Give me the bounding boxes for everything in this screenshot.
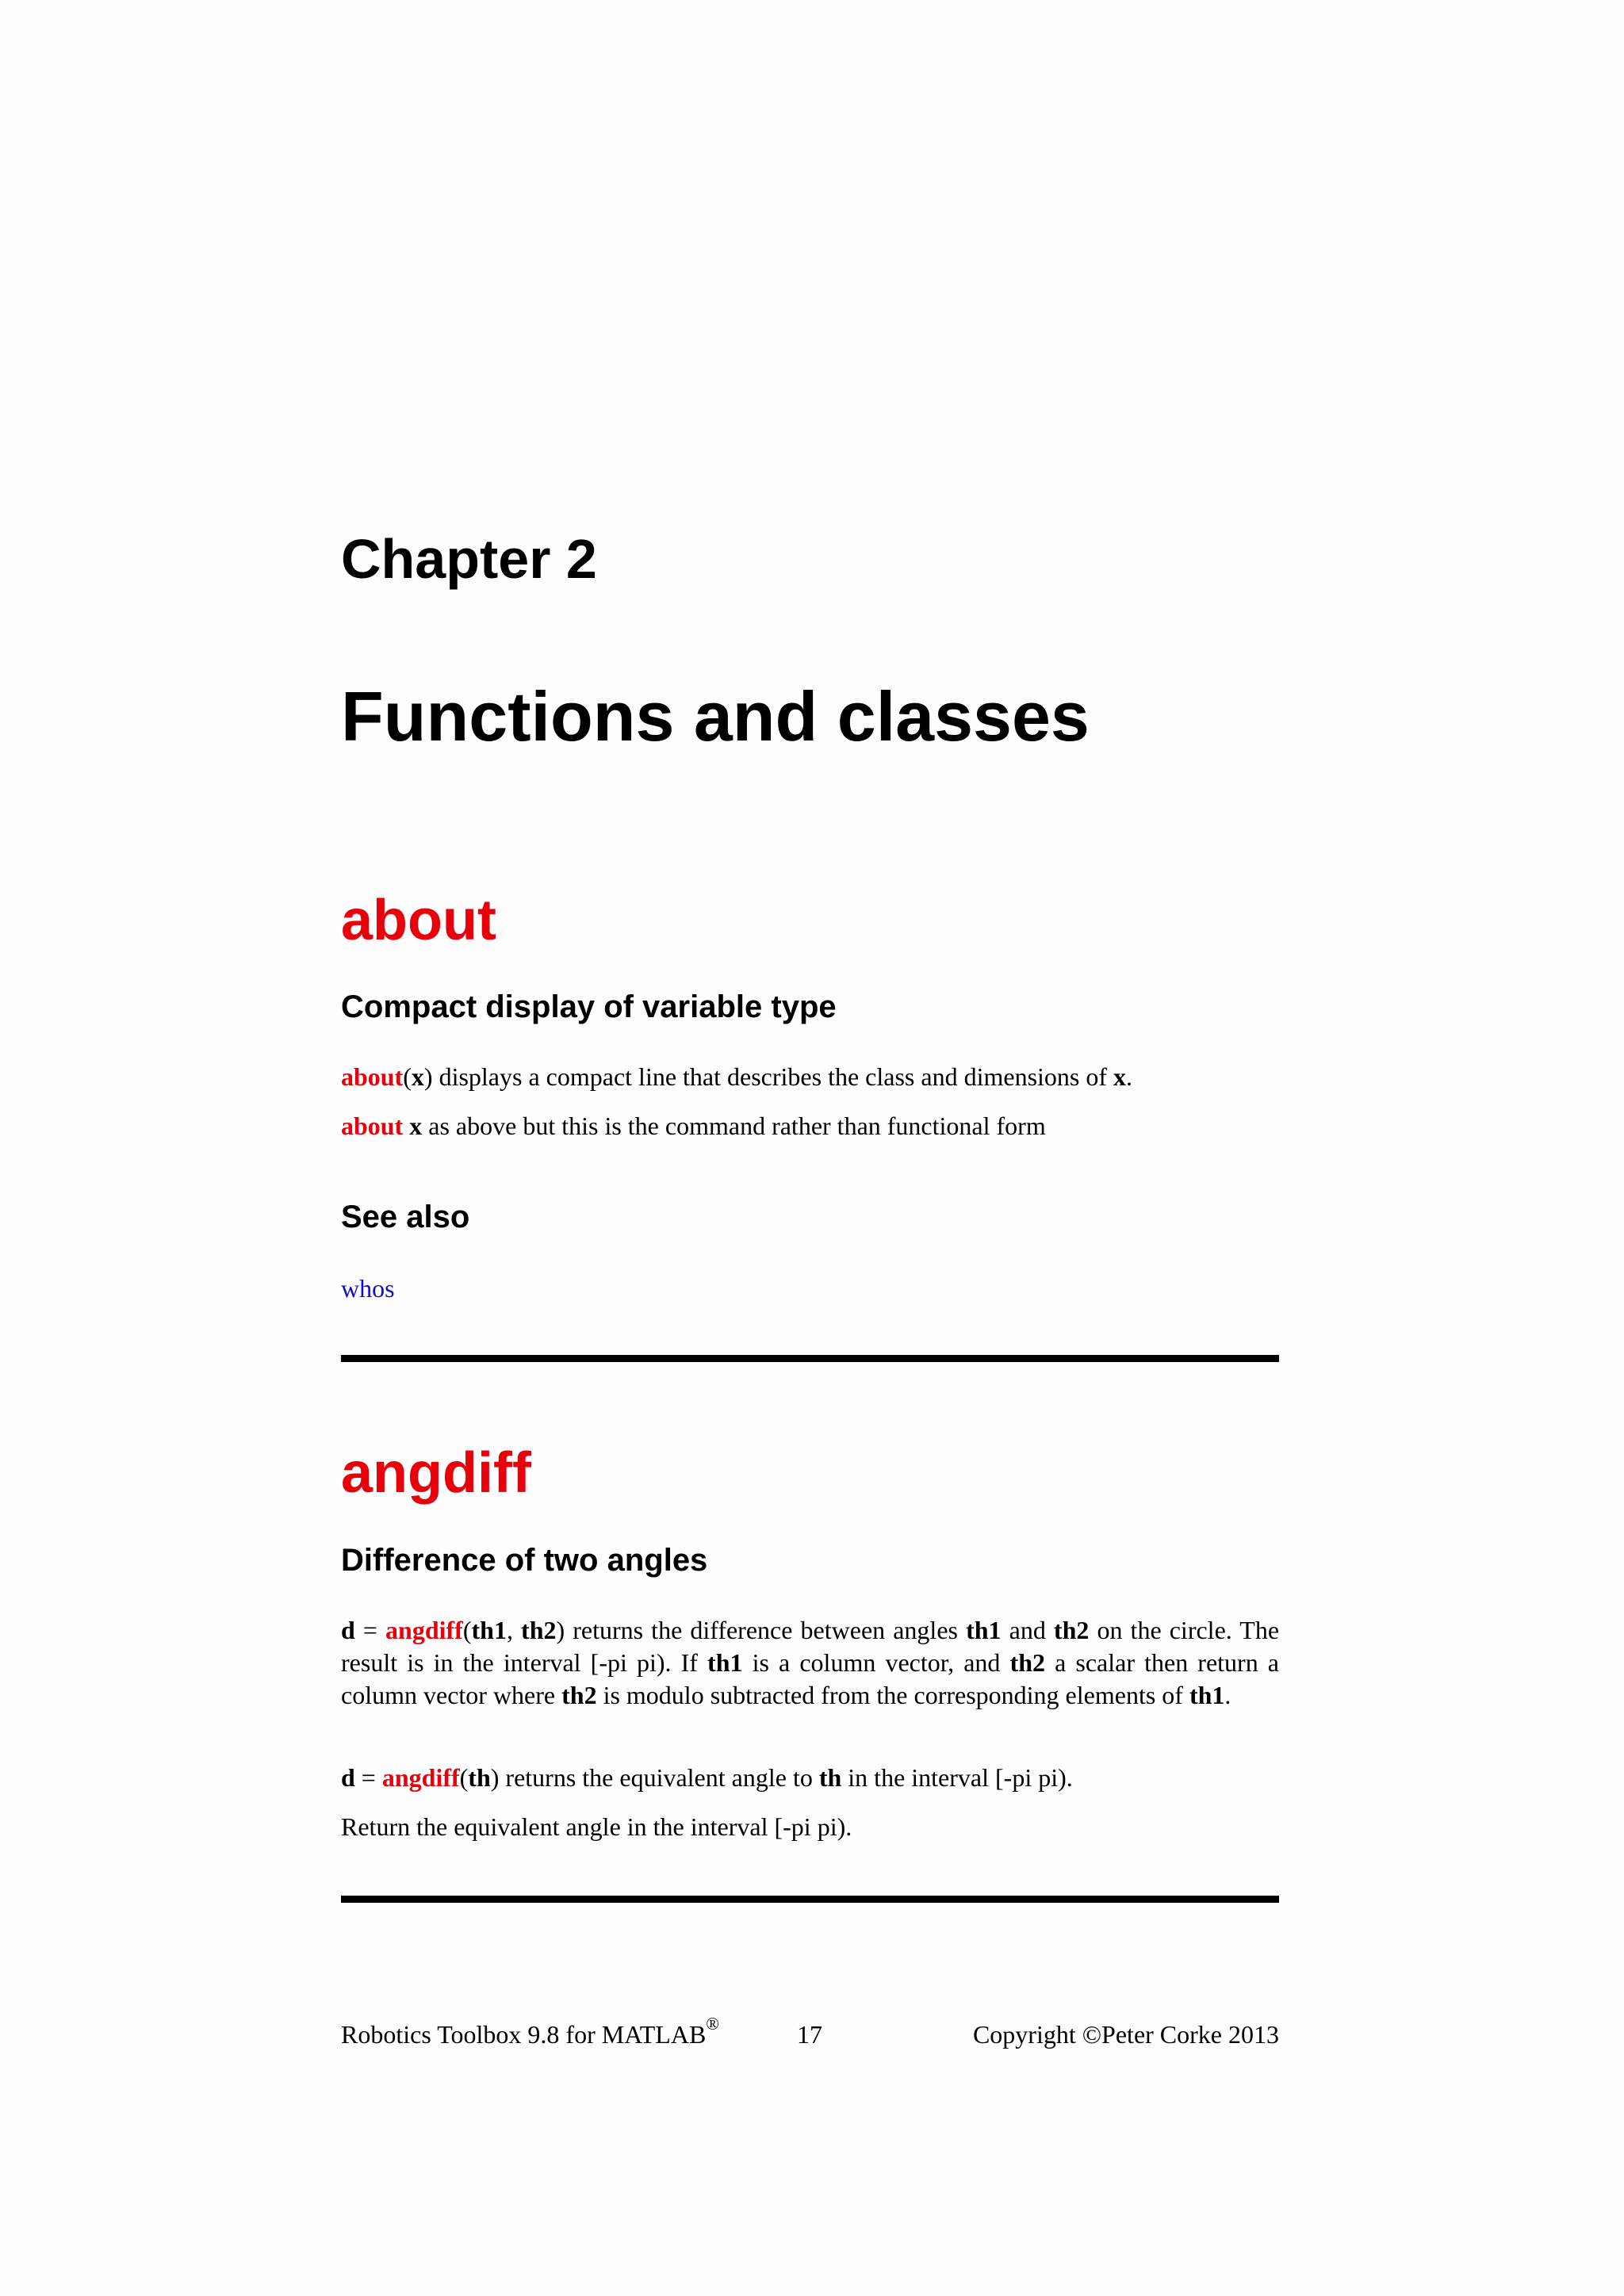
chapter-title: Functions and classes: [341, 677, 1090, 756]
see-also-list: [341, 1272, 1279, 1305]
angdiff-usage-1: d = angdiff(th1, th2) returns the difference between angles th1 and th2 on the circle. The result is in the interval [-pi pi). If th1 is a column vector, and th2 a scalar then return a column vector where th2 is modulo subtracted from the corresponding elements of th1.: [341, 1616, 1280, 1709]
angdiff-usage-2: d = angdiff(th) returns the equivalent angle to th in the interval [-pi pi).: [341, 1763, 1073, 1792]
angdiff-fn-ref: angdiff: [381, 1763, 460, 1792]
angdiff-subtitle: Difference of two angles: [341, 1543, 708, 1578]
footer-copyright: Copyright ©Peter Corke 2013: [972, 2020, 1279, 2049]
angdiff-fn-ref: angdiff: [385, 1616, 463, 1644]
angdiff-heading: angdiff: [341, 1441, 531, 1505]
about-usage-1: about(x) displays a compact line that describes the class and dimensions of x.: [341, 1062, 1133, 1091]
about-subtitle: Compact display of variable type: [341, 989, 837, 1024]
about-heading: about: [341, 889, 496, 952]
footer-title: Robotics Toolbox 9.8 for MATLAB®: [341, 2014, 719, 2049]
angdiff-description: Return the equivalent angle in the interval [-pi pi).: [341, 1812, 852, 1841]
section-divider: [341, 1896, 1279, 1903]
see-also-heading: See also: [341, 1200, 470, 1234]
about-usage-2: about x as above but this is the command rather than functional form: [341, 1112, 1046, 1140]
registered-mark: ®: [706, 2014, 719, 2034]
section-divider: [341, 1355, 1279, 1362]
see-also-link-whos[interactable]: whos: [341, 1274, 395, 1303]
about-fn-ref: about: [341, 1062, 404, 1091]
chapter-label: Chapter 2: [341, 528, 597, 590]
page-number: 17: [797, 2020, 822, 2049]
about-fn-ref: about: [341, 1112, 404, 1140]
